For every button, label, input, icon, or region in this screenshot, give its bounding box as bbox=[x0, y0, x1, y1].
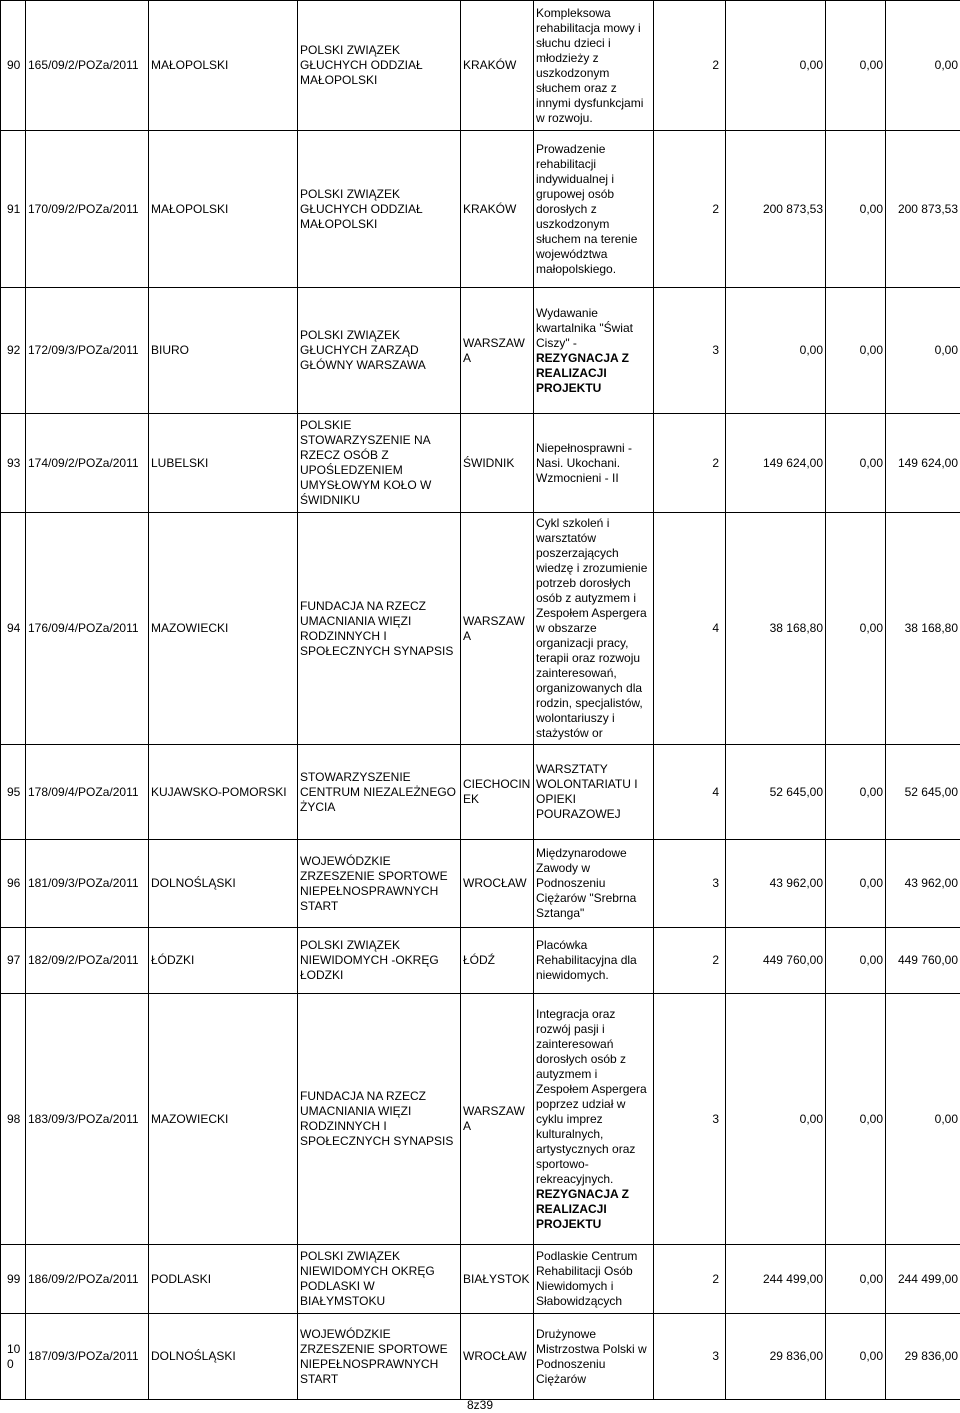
amount-granted: 0,00 bbox=[826, 288, 886, 414]
project-title: Podlaskie Centrum Rehabilitacji Osób Niewidomych i Słabowidzących bbox=[534, 1245, 654, 1314]
city: WARSZAWA bbox=[461, 513, 534, 745]
amount-granted: 0,00 bbox=[826, 840, 886, 928]
row-number: 97 bbox=[1, 928, 26, 994]
amount-granted: 0,00 bbox=[826, 513, 886, 745]
row-number: 99 bbox=[1, 1245, 26, 1314]
amount-requested: 52 645,00 bbox=[726, 745, 826, 840]
row-number: 90 bbox=[1, 1, 26, 131]
project-title: WARSZTATY WOLONTARIATU I OPIEKI POURAZOWEJ bbox=[534, 745, 654, 840]
amount-granted: 0,00 bbox=[826, 131, 886, 288]
amount-requested: 0,00 bbox=[726, 288, 826, 414]
project-title: Kompleksowa rehabilitacja mowy i słuchu dzieci i młodzieży z uszkodzonym słuchem oraz z innymi dysfunkcjami w rozwoju. bbox=[534, 1, 654, 131]
applicant-name: POLSKI ZWIĄZEK NIEWIDOMYCH -OKRĘG ŁODZKI bbox=[298, 928, 461, 994]
amount-requested: 29 836,00 bbox=[726, 1314, 826, 1400]
branch-name: KUJAWSKO-POMORSKI bbox=[149, 745, 298, 840]
amount-requested: 0,00 bbox=[726, 994, 826, 1245]
amount-granted: 0,00 bbox=[826, 745, 886, 840]
amount-granted: 0,00 bbox=[826, 1314, 886, 1400]
page-number: 8z39 bbox=[466, 1398, 494, 1412]
amount-requested: 200 873,53 bbox=[726, 131, 826, 288]
table-row bbox=[1, 994, 960, 1245]
application-number: 186/09/2/POZa/2011 bbox=[26, 1245, 149, 1314]
project-title: Prowadzenie rehabilitacji indywidualnej i grupowej osób dorosłych z uszkodzonym słuchem na terenie województwa małopolskiego. bbox=[534, 131, 654, 288]
amount-granted: 0,00 bbox=[826, 1245, 886, 1314]
branch-name: BIURO bbox=[149, 288, 298, 414]
rating: 2 bbox=[654, 131, 726, 288]
city: BIAŁYSTOK bbox=[461, 1245, 534, 1314]
project-title: Drużynowe Mistrzostwa Polski w Podnoszeniu Ciężarów bbox=[534, 1314, 654, 1400]
rating: 4 bbox=[654, 745, 726, 840]
city: WROCŁAW bbox=[461, 840, 534, 928]
application-number: 174/09/2/POZa/2011 bbox=[26, 414, 149, 513]
branch-name: DOLNOŚLĄSKI bbox=[149, 840, 298, 928]
project-title: Niepełnosprawni - Nasi. Ukochani. Wzmocnieni - II bbox=[534, 414, 654, 513]
amount-total: 38 168,80 bbox=[886, 513, 960, 745]
branch-name: MAZOWIECKI bbox=[149, 513, 298, 745]
rating: 3 bbox=[654, 288, 726, 414]
applicant-name: POLSKIE STOWARZYSZENIE NA RZECZ OSÓB Z UPOŚLEDZENIEM UMYSŁOWYM KOŁO W ŚWIDNIKU bbox=[298, 414, 461, 513]
applicant-name: POLSKI ZWIĄZEK GŁUCHYCH ZARZĄD GŁÓWNY WARSZAWA bbox=[298, 288, 461, 414]
branch-name: MAŁOPOLSKI bbox=[149, 131, 298, 288]
amount-total: 43 962,00 bbox=[886, 840, 960, 928]
branch-name: DOLNOŚLĄSKI bbox=[149, 1314, 298, 1400]
rating: 4 bbox=[654, 513, 726, 745]
rating: 3 bbox=[654, 1314, 726, 1400]
city: ŚWIDNIK bbox=[461, 414, 534, 513]
amount-requested: 0,00 bbox=[726, 1, 826, 131]
amount-requested: 149 624,00 bbox=[726, 414, 826, 513]
table-row bbox=[1, 745, 960, 840]
amount-requested: 43 962,00 bbox=[726, 840, 826, 928]
application-number: 172/09/3/POZa/2011 bbox=[26, 288, 149, 414]
branch-name: MAŁOPOLSKI bbox=[149, 1, 298, 131]
amount-granted: 0,00 bbox=[826, 928, 886, 994]
amount-total: 149 624,00 bbox=[886, 414, 960, 513]
amount-total: 0,00 bbox=[886, 994, 960, 1245]
table-row bbox=[1, 513, 960, 745]
application-number: 187/09/3/POZa/2011 bbox=[26, 1314, 149, 1400]
amount-granted: 0,00 bbox=[826, 1, 886, 131]
row-number: 93 bbox=[1, 414, 26, 513]
table-row bbox=[1, 928, 960, 994]
row-number: 94 bbox=[1, 513, 26, 745]
amount-total: 449 760,00 bbox=[886, 928, 960, 994]
application-number: 181/09/3/POZa/2011 bbox=[26, 840, 149, 928]
city: KRAKÓW bbox=[461, 1, 534, 131]
branch-name: PODLASKI bbox=[149, 1245, 298, 1314]
resignation-note: REZYGNACJA Z REALIZACJI PROJEKTU bbox=[536, 1186, 629, 1231]
table-row bbox=[1, 1245, 960, 1314]
application-number: 183/09/3/POZa/2011 bbox=[26, 994, 149, 1245]
application-number: 170/09/2/POZa/2011 bbox=[26, 131, 149, 288]
application-number: 176/09/4/POZa/2011 bbox=[26, 513, 149, 745]
project-title: Placówka Rehabilitacyjna dla niewidomych. bbox=[534, 928, 654, 994]
row-number: 98 bbox=[1, 994, 26, 1245]
branch-name: LUBELSKI bbox=[149, 414, 298, 513]
application-number: 178/09/4/POZa/2011 bbox=[26, 745, 149, 840]
table-row bbox=[1, 288, 960, 414]
amount-granted: 0,00 bbox=[826, 414, 886, 513]
application-number: 182/09/2/POZa/2011 bbox=[26, 928, 149, 994]
amount-requested: 449 760,00 bbox=[726, 928, 826, 994]
applicant-name: FUNDACJA NA RZECZ UMACNIANIA WIĘZI RODZINNYCH I SPOŁECZNYCH SYNAPSIS bbox=[298, 513, 461, 745]
resignation-note: REZYGNACJA Z REALIZACJI PROJEKTU bbox=[536, 350, 629, 395]
project-title: Wydawanie kwartalnika "Świat Ciszy" - REZYGNACJA Z REALIZACJI PROJEKTU bbox=[534, 288, 654, 414]
applicant-name: WOJEWÓDZKIE ZRZESZENIE SPORTOWE NIEPEŁNOSPRAWNYCH START bbox=[298, 840, 461, 928]
amount-total: 244 499,00 bbox=[886, 1245, 960, 1314]
row-number: 96 bbox=[1, 840, 26, 928]
project-title: Cykl szkoleń i warsztatów poszerzających wiedzę i zrozumienie potrzeb dorosłych osób z autyzmem i Zespołem Aspergera w obszarze organizacji pracy, terapii oraz rozwoju zainteresowań, organizowanych dla rodzin, specjalistów, wolontariuszy i stażystów or bbox=[534, 513, 654, 745]
applicant-name: WOJEWÓDZKIE ZRZESZENIE SPORTOWE NIEPEŁNOSPRAWNYCH START bbox=[298, 1314, 461, 1400]
rating: 2 bbox=[654, 1245, 726, 1314]
table-row bbox=[1, 1, 960, 131]
row-number: 91 bbox=[1, 131, 26, 288]
rating: 2 bbox=[654, 928, 726, 994]
row-number: 92 bbox=[1, 288, 26, 414]
rating: 2 bbox=[654, 414, 726, 513]
row-number: 95 bbox=[1, 745, 26, 840]
table-row bbox=[1, 414, 960, 513]
amount-total: 52 645,00 bbox=[886, 745, 960, 840]
applicant-name: POLSKI ZWIĄZEK GŁUCHYCH ODDZIAŁ MAŁOPOLSKI bbox=[298, 1, 461, 131]
rating: 3 bbox=[654, 994, 726, 1245]
branch-name: MAZOWIECKI bbox=[149, 994, 298, 1245]
amount-total: 0,00 bbox=[886, 1, 960, 131]
amount-total: 29 836,00 bbox=[886, 1314, 960, 1400]
table-row bbox=[1, 1314, 960, 1400]
city: KRAKÓW bbox=[461, 131, 534, 288]
city: ŁÓDŹ bbox=[461, 928, 534, 994]
amount-granted: 0,00 bbox=[826, 994, 886, 1245]
city: CIECHOCINEK bbox=[461, 745, 534, 840]
amount-total: 200 873,53 bbox=[886, 131, 960, 288]
city: WROCŁAW bbox=[461, 1314, 534, 1400]
branch-name: ŁÓDZKI bbox=[149, 928, 298, 994]
rating: 3 bbox=[654, 840, 726, 928]
amount-requested: 244 499,00 bbox=[726, 1245, 826, 1314]
project-title: Międzynarodowe Zawody w Podnoszeniu Ciężarów "Srebrna Sztanga" bbox=[534, 840, 654, 928]
city: WARSZAWA bbox=[461, 994, 534, 1245]
amount-total: 0,00 bbox=[886, 288, 960, 414]
applicant-name: POLSKI ZWIĄZEK GŁUCHYCH ODDZIAŁ MAŁOPOLSKI bbox=[298, 131, 461, 288]
applicant-name: FUNDACJA NA RZECZ UMACNIANIA WIĘZI RODZINNYCH I SPOŁECZNYCH SYNAPSIS bbox=[298, 994, 461, 1245]
rating: 2 bbox=[654, 1, 726, 131]
project-title: Integracja oraz rozwój pasji i zainteresowań dorosłych osób z autyzmem i Zespołem Aspergera poprzez udział w cyklu imprez kulturalnych, artystycznych oraz sportowo-rekreacyjnych. REZYGNACJA Z REALIZACJI PROJEKTU bbox=[534, 994, 654, 1245]
applicant-name: POLSKI ZWIĄZEK NIEWIDOMYCH OKRĘG PODLASKI W BIAŁYMSTOKU bbox=[298, 1245, 461, 1314]
row-number: 100 bbox=[1, 1314, 26, 1400]
application-number: 165/09/2/POZa/2011 bbox=[26, 1, 149, 131]
table-row bbox=[1, 131, 960, 288]
applicant-name: STOWARZYSZENIE CENTRUM NIEZALEŻNEGO ŻYCIA bbox=[298, 745, 461, 840]
city: WARSZAWA bbox=[461, 288, 534, 414]
table-row bbox=[1, 840, 960, 928]
amount-requested: 38 168,80 bbox=[726, 513, 826, 745]
